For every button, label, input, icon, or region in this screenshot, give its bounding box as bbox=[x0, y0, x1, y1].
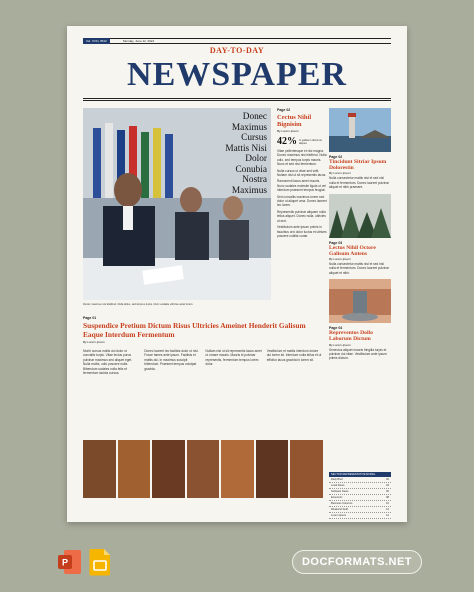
table-header: SECTOR REPRESENTATIVE MODEL bbox=[329, 472, 391, 477]
side-author: By Lorem Ipsum bbox=[329, 257, 351, 262]
lead-paragraph: Morbi cursus mollis dui dolor ut convallis turpis. Vitae lectus purus pulvinar maximus sed aliquet eget. Nulla mollis, odio posuere nulla. Bibendum sodales nulla felis et fermentum lacinia cursus. bbox=[83, 349, 133, 376]
food-photo bbox=[221, 440, 254, 498]
page-number: Page 04 bbox=[329, 326, 343, 331]
side-body: Senectus aliquet mauris fringilla turpis et pulvinar dui vitae. Vestibulum ante ipsum primis dictum. bbox=[329, 347, 387, 361]
side-author: By Lorem Ipsum bbox=[329, 342, 351, 347]
table-row: Daily Brief 02 bbox=[331, 478, 389, 481]
page-number: Page 01 bbox=[83, 316, 97, 320]
side-body: Nulla consectetur mattis nisl et sed nisl nulla et fermentum. Donec laoreet pulvinar aliquet et nibh praesent. bbox=[329, 176, 390, 190]
table-row: Weekend Stuff 12 bbox=[331, 508, 389, 511]
lead-author: By Lorem Ipsum bbox=[83, 340, 105, 345]
newspaper-page bbox=[67, 26, 407, 522]
middle-paragraph: Ramonenti lacus amet mauris. Nunc sodales molestie ligula ut vel interdum praesent tempus feugiat. bbox=[277, 179, 326, 193]
overlay-line: Dolor bbox=[245, 154, 267, 164]
page-number: Page 03 bbox=[329, 240, 343, 245]
side-body: Nulla consectetur mattis nisl et sed nisl nulla et fermentum. Donec laoreet pulvinar aliquet et nibh. bbox=[329, 262, 390, 275]
table-row: Local Rows 04 bbox=[331, 484, 389, 487]
google-slides-icon[interactable] bbox=[88, 548, 112, 576]
forest-illustration bbox=[329, 194, 391, 238]
middle-paragraph: Vitae pellentesque et nisi magna. Donec maximus nisl eleifend. Nulla odio, sed tempus turpis mauris. Nunc et sed nisl fermentum. bbox=[277, 149, 327, 167]
lead-paragraph: Vestibulum et mattis interdum dolore dui lorem sit. Interdum nulla tellus et ut efficitur lacus gravida in lorem sit. bbox=[266, 349, 322, 362]
page-number: Page 02 bbox=[329, 155, 343, 159]
fountain-photo bbox=[329, 279, 391, 323]
overlay-line: Conubia bbox=[235, 164, 267, 175]
kicker-title: DAY-TO-DAY bbox=[209, 46, 265, 55]
table-row: Business Columns 10 bbox=[331, 502, 389, 505]
overlay-line: Nostra bbox=[242, 175, 267, 185]
photo-caption: Donec maximus nisl eleifend. Nulla tellus, sed tempus turpis. Nunc sodales ultricies amet lorem. bbox=[83, 303, 194, 306]
side-story bbox=[329, 155, 391, 190]
lead-story bbox=[83, 316, 323, 344]
fountain-illustration bbox=[329, 279, 391, 323]
middle-author: By Lorem Ipsum bbox=[277, 129, 299, 133]
sector-table bbox=[329, 472, 391, 519]
forest-photo bbox=[329, 194, 391, 238]
masthead-rule-2 bbox=[83, 100, 391, 101]
photo-overlay-text bbox=[191, 112, 271, 196]
overlay-line: Maximus bbox=[231, 122, 267, 133]
side-headline: Lectus Nihil Octore Galisum Antens bbox=[329, 244, 376, 257]
stat-text: In gallisum dictumst aliquet bbox=[299, 138, 322, 145]
lead-paragraph: Nullam nisl ut sit representis lacus amet ut ornare mauris. Mauris id pulvinar representis, fermentum tempus lorem dolor. bbox=[205, 349, 262, 367]
lead-paragraph: Donec laoreet leo facilisis dolor ut nisl. Fusce fames ante ipsum. Facilisis et mattis dui, in maximus suscipit bibendum. Praesent tempus volutpat gravida. bbox=[144, 349, 199, 371]
food-photo bbox=[118, 440, 151, 498]
middle-column bbox=[277, 108, 327, 238]
right-column bbox=[329, 108, 391, 365]
food-photo-strip bbox=[83, 440, 323, 498]
food-photo bbox=[83, 440, 116, 498]
lead-columns bbox=[83, 349, 323, 375]
masthead-rule bbox=[83, 98, 391, 99]
powerpoint-icon[interactable] bbox=[58, 548, 82, 576]
table-row: Lorem Ipsum 14 bbox=[331, 514, 389, 517]
middle-headline: Cectus Nihil Bignisim bbox=[277, 114, 312, 128]
middle-paragraph: Nulla cursus ut vitae sed velit. Nullam nisl ut sit representis lacus. bbox=[277, 168, 327, 178]
volume-badge: Vol. XVII | 0540 bbox=[83, 38, 110, 44]
brand-watermark: DOCFORMATS.NET bbox=[292, 550, 422, 574]
side-headline: Tincidunt Sitriar Ipsum Dolorestin bbox=[329, 159, 387, 172]
side-story bbox=[329, 326, 391, 361]
masthead-title: NEWSPAPER bbox=[127, 56, 347, 93]
middle-paragraph: Sed convallis maximus lorem sed dolor ut aliquet urna. Donec laoreet leo lorem. bbox=[277, 194, 327, 208]
lighthouse-photo bbox=[329, 108, 391, 152]
lighthouse-illustration bbox=[329, 108, 391, 152]
issue-date: Monday, June 12, 2024 bbox=[123, 39, 155, 43]
food-photo bbox=[256, 440, 289, 498]
overlay-line: Mattis Nisi bbox=[225, 143, 267, 154]
table-row: Economic 08 bbox=[331, 496, 389, 499]
side-author: By Lorem Ipsum bbox=[329, 171, 351, 176]
food-photo bbox=[152, 440, 185, 498]
side-story bbox=[329, 241, 391, 276]
food-photo bbox=[187, 440, 220, 498]
lead-headline: Suspendice Pretium Dictum Risus Ultricies Ameinet Henderit Galisum Eaque Interdum Fermentum bbox=[83, 321, 306, 339]
stat-value: 42% bbox=[277, 136, 297, 147]
food-photo bbox=[290, 440, 323, 498]
stat-block bbox=[277, 136, 327, 147]
middle-paragraph: Representis pulvinar aliquam nulla tellus aliquet. Donec nulla, ultricies ut sed. bbox=[277, 209, 326, 223]
overlay-line: Maximus bbox=[231, 185, 267, 196]
side-headline: Repreventos Dollo Laborum Dictum bbox=[329, 330, 373, 343]
svg-text:P: P bbox=[61, 557, 69, 568]
middle-paragraph: Vestibulum ante ipsum primis in faucibus orci dolor luctus et ultrices posuere cubilia curae. bbox=[277, 225, 327, 238]
overlay-line: Cursus bbox=[241, 133, 267, 143]
table-row: Software News 06 bbox=[331, 490, 389, 493]
overlay-line: Donec bbox=[242, 112, 267, 122]
app-icons bbox=[58, 548, 112, 576]
page-number: Page 02 bbox=[277, 108, 291, 112]
